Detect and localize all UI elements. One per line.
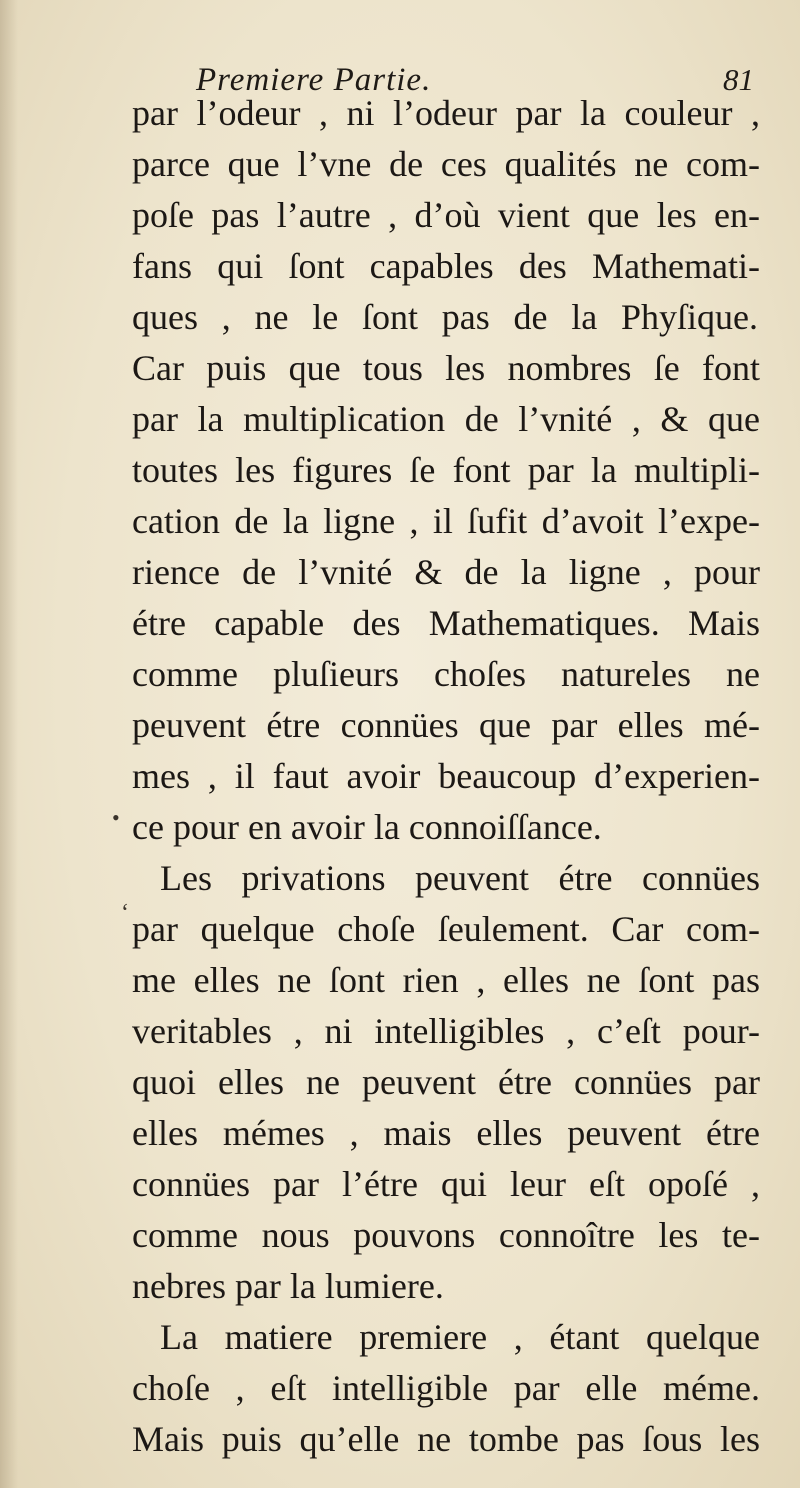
text-line: La matiere premiere , étant quelque [160, 1317, 760, 1357]
text-line: connües par l’étre qui leur eſt opoſé , [132, 1164, 760, 1204]
text-line: ce pour en avoir la connoiſſance. [132, 807, 602, 847]
text-line: veritables , ni intelligibles , c’eſt pour- [132, 1011, 760, 1051]
text-line: comme pluſieurs choſes natureles ne [132, 654, 760, 694]
text-line: elles mémes , mais elles peuvent étre [132, 1113, 760, 1153]
text-line: étre capable des Mathematiques. Mais [132, 603, 760, 643]
text-line: quoi elles ne peuvent étre connües par [132, 1062, 760, 1102]
text-line: choſe , eſt intelligible par elle méme. [132, 1368, 760, 1408]
text-line: Car puis que tous les nombres ſe font [132, 348, 760, 388]
page-number: 81 [723, 62, 754, 97]
text-line: Mais puis qu’elle ne tombe pas ſous les [132, 1419, 760, 1459]
text-line: parce que l’vne de ces qualités ne com- [132, 144, 760, 184]
text-line: comme nous pouvons connoître les te- [132, 1215, 760, 1255]
text-line: ques , ne le ſont pas de la Phyſique. [132, 297, 758, 337]
running-head: Premiere Partie. [196, 62, 432, 98]
gutter-shadow [0, 0, 18, 1488]
text-line: fans qui ſont capables des Mathemati- [132, 246, 760, 286]
text-line: cation de la ligne , il ſufit d’avoit l’expe- [132, 501, 760, 541]
text-line: mes , il faut avoir beaucoup d’experien- [132, 756, 760, 796]
text-line: peuvent étre connües que par elles mé- [132, 705, 760, 745]
text-line: me elles ne ſont rien , elles ne ſont pas [132, 960, 760, 1000]
text-line: nebres par la lumiere. [132, 1266, 444, 1306]
text-line: par l’odeur , ni l’odeur par la couleur , [132, 93, 760, 133]
text-line: Les privations peuvent étre connües [160, 858, 760, 898]
text-line: toutes les figures ſe font par la multipli- [132, 450, 760, 490]
text-line: par quelque choſe ſeulement. Car com- [132, 909, 760, 949]
margin-bullet: • [112, 805, 120, 830]
margin-tick: ‘ [121, 900, 129, 926]
text-line: rience de l’vnité & de la ligne , pour [132, 552, 760, 592]
text-line: poſe pas l’autre , d’où vient que les en- [132, 195, 760, 235]
text-line: par la multiplication de l’vnité , & que [132, 399, 760, 439]
